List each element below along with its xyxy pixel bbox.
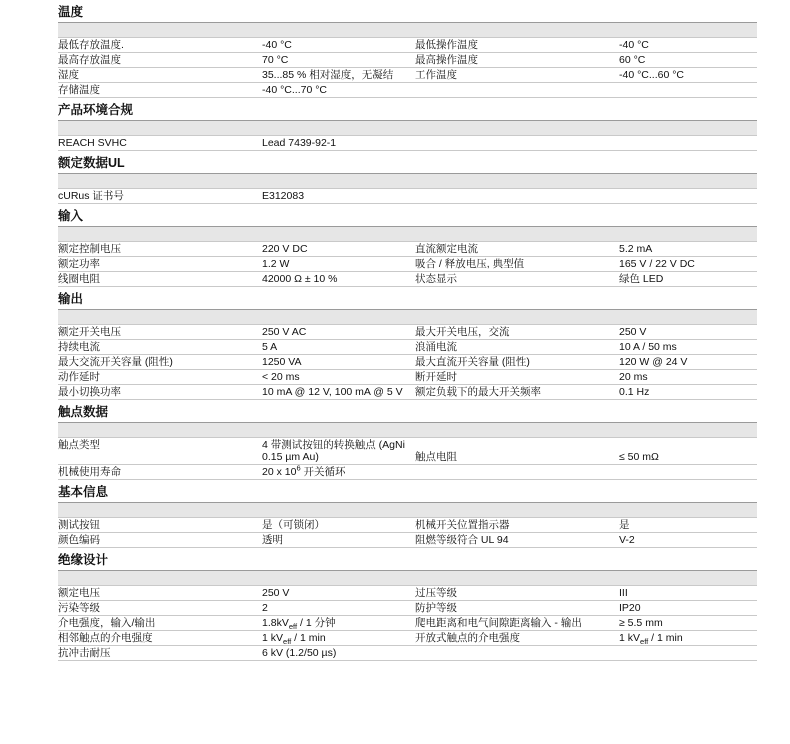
spec-label: 测试按钮 <box>58 518 262 533</box>
spec-value: V-2 <box>619 533 757 548</box>
spec-label: 状态显示 <box>415 272 619 287</box>
spec-label: 吸合 / 释放电压, 典型值 <box>415 257 619 272</box>
spec-value: 是 <box>619 518 757 533</box>
spec-value: -40 °C <box>262 38 415 53</box>
spec-label: 最低存放温度. <box>58 38 262 53</box>
spec-value: 10 mA @ 12 V, 100 mA @ 5 V <box>262 385 415 400</box>
spec-label: 额定控制电压 <box>58 242 262 257</box>
spec-label: 开放式触点的介电强度 <box>415 631 619 646</box>
spec-value: -40 °C...60 °C <box>619 68 757 83</box>
spec-value: 120 W @ 24 V <box>619 355 757 370</box>
spec-value: 220 V DC <box>262 242 415 257</box>
spec-label: 断开延时 <box>415 370 619 385</box>
spec-label: 线圈电阻 <box>58 272 262 287</box>
spec-label: 最高存放温度 <box>58 53 262 68</box>
section-header-stripe <box>58 310 757 325</box>
section-header-stripe <box>58 121 757 136</box>
spec-section <box>58 204 757 287</box>
spec-row <box>58 272 757 287</box>
section-header-stripe <box>58 423 757 438</box>
spec-label <box>415 189 619 204</box>
spec-label: 颜色编码 <box>58 533 262 548</box>
spec-row <box>58 53 757 68</box>
spec-label: 触点电阻 <box>415 438 619 465</box>
spec-value: 20 ms <box>619 370 757 385</box>
spec-label: 直流额定电流 <box>415 242 619 257</box>
spec-row <box>58 438 757 465</box>
spec-value <box>619 136 757 151</box>
spec-value: ≤ 50 mΩ <box>619 438 757 465</box>
spec-value <box>619 646 757 661</box>
spec-row <box>58 189 757 204</box>
spec-value: 5.2 mA <box>619 242 757 257</box>
spec-table <box>58 438 757 480</box>
spec-value: 250 V AC <box>262 325 415 340</box>
spec-label: 浪涌电流 <box>415 340 619 355</box>
spec-value: IP20 <box>619 601 757 616</box>
spec-label: 最高操作温度 <box>415 53 619 68</box>
spec-value: ≥ 5.5 mm <box>619 616 757 631</box>
spec-row <box>58 586 757 601</box>
spec-row <box>58 355 757 370</box>
spec-label: REACH SVHC <box>58 136 262 151</box>
spec-value: 70 °C <box>262 53 415 68</box>
spec-label: 介电强度，输入/输出 <box>58 616 262 631</box>
section-title: 温度 <box>58 0 757 23</box>
spec-label: 相邻触点的介电强度 <box>58 631 262 646</box>
spec-value: 250 V <box>262 586 415 601</box>
spec-label: 存储温度 <box>58 83 262 98</box>
spec-label: 过压等级 <box>415 586 619 601</box>
spec-label <box>415 83 619 98</box>
spec-value <box>619 465 757 480</box>
spec-value: III <box>619 586 757 601</box>
spec-label: 动作延时 <box>58 370 262 385</box>
spec-row <box>58 325 757 340</box>
spec-table <box>58 325 757 400</box>
spec-value: Lead 7439-92-1 <box>262 136 415 151</box>
spec-label: 机械使用寿命 <box>58 465 262 480</box>
spec-label: 额定开关电压 <box>58 325 262 340</box>
spec-label: 最小切换功率 <box>58 385 262 400</box>
spec-row <box>58 646 757 661</box>
spec-label: 污染等级 <box>58 601 262 616</box>
spec-value: 2 <box>262 601 415 616</box>
spec-value: 绿色 LED <box>619 272 757 287</box>
spec-section <box>58 0 757 98</box>
spec-label: 最低操作温度 <box>415 38 619 53</box>
spec-label: cURus 证书号 <box>58 189 262 204</box>
section-header-stripe <box>58 174 757 189</box>
spec-label: 湿度 <box>58 68 262 83</box>
spec-row <box>58 465 757 480</box>
spec-table <box>58 586 757 661</box>
spec-value: 0.1 Hz <box>619 385 757 400</box>
spec-sheet <box>58 0 757 661</box>
section-header-stripe <box>58 503 757 518</box>
spec-section <box>58 480 757 548</box>
spec-row <box>58 257 757 272</box>
section-title: 额定数据UL <box>58 151 757 174</box>
section-title: 输出 <box>58 287 757 310</box>
spec-label <box>415 646 619 661</box>
spec-value: E312083 <box>262 189 415 204</box>
spec-row <box>58 83 757 98</box>
spec-label: 抗冲击耐压 <box>58 646 262 661</box>
spec-section <box>58 548 757 661</box>
spec-label: 阻燃等级符合 UL 94 <box>415 533 619 548</box>
spec-value: 1 $kV_{eff} / 1$ min <box>262 631 415 646</box>
spec-label: 最大直流开关容量 (阻性) <box>415 355 619 370</box>
section-header-stripe <box>58 23 757 38</box>
section-header-stripe <box>58 227 757 242</box>
spec-row <box>58 601 757 616</box>
spec-label: 额定负载下的最大开关频率 <box>415 385 619 400</box>
spec-label: 爬电距离和电气间隙距离输入 - 输出 <box>415 616 619 631</box>
spec-value: 是（可锁闭） <box>262 518 415 533</box>
spec-value: 10 A / 50 ms <box>619 340 757 355</box>
spec-section <box>58 400 757 480</box>
spec-row <box>58 136 757 151</box>
spec-value: 5 A <box>262 340 415 355</box>
spec-value: 165 V / 22 V DC <box>619 257 757 272</box>
spec-table <box>58 38 757 98</box>
spec-table <box>58 242 757 287</box>
spec-table <box>58 518 757 548</box>
spec-value: 60 °C <box>619 53 757 68</box>
spec-row <box>58 370 757 385</box>
spec-value: 1.2 W <box>262 257 415 272</box>
spec-row <box>58 616 757 631</box>
spec-value: < 20 ms <box>262 370 415 385</box>
spec-label: 防护等级 <box>415 601 619 616</box>
spec-label <box>415 136 619 151</box>
spec-value: $1.8kV_{eff} / 1$ 分钟 <box>262 616 415 631</box>
spec-label: 最大交流开关容量 (阻性) <box>58 355 262 370</box>
spec-label: 持续电流 <box>58 340 262 355</box>
spec-table <box>58 136 757 151</box>
spec-label: 工作温度 <box>415 68 619 83</box>
spec-value: 42000 Ω ± 10 % <box>262 272 415 287</box>
spec-section <box>58 98 757 151</box>
spec-label <box>415 465 619 480</box>
spec-value: 4 带测试按钮的转换触点 (AgNi 0.15 µm Au) <box>262 438 415 465</box>
spec-row <box>58 340 757 355</box>
spec-label: 额定功率 <box>58 257 262 272</box>
section-title: 触点数据 <box>58 400 757 423</box>
spec-label: 最大开关电压，交流 <box>415 325 619 340</box>
spec-label: 触点类型 <box>58 438 262 465</box>
spec-section <box>58 151 757 204</box>
spec-row <box>58 518 757 533</box>
spec-table <box>58 189 757 204</box>
spec-row <box>58 68 757 83</box>
spec-row <box>58 631 757 646</box>
spec-value: 1 $kV_{eff} / 1$ min <box>619 631 757 646</box>
spec-value: 250 V <box>619 325 757 340</box>
section-header-stripe <box>58 571 757 586</box>
section-title: 产品环境合规 <box>58 98 757 121</box>
spec-row <box>58 242 757 257</box>
spec-section <box>58 287 757 400</box>
section-title: 输入 <box>58 204 757 227</box>
spec-row <box>58 385 757 400</box>
spec-value: -40 °C...70 °C <box>262 83 415 98</box>
spec-value: 6 kV (1.2/50 µs) <box>262 646 415 661</box>
spec-value: 透明 <box>262 533 415 548</box>
spec-label: 机械开关位置指示器 <box>415 518 619 533</box>
spec-row <box>58 38 757 53</box>
spec-value <box>619 83 757 98</box>
spec-value <box>619 189 757 204</box>
spec-value: 1250 VA <box>262 355 415 370</box>
spec-value: 20 x $10^6$ 开关循环 <box>262 465 415 480</box>
spec-label: 额定电压 <box>58 586 262 601</box>
spec-value: -40 °C <box>619 38 757 53</box>
spec-row <box>58 533 757 548</box>
section-title: 基本信息 <box>58 480 757 503</box>
spec-value: 35...85 % 相对湿度，无凝结 <box>262 68 415 83</box>
section-title: 绝缘设计 <box>58 548 757 571</box>
